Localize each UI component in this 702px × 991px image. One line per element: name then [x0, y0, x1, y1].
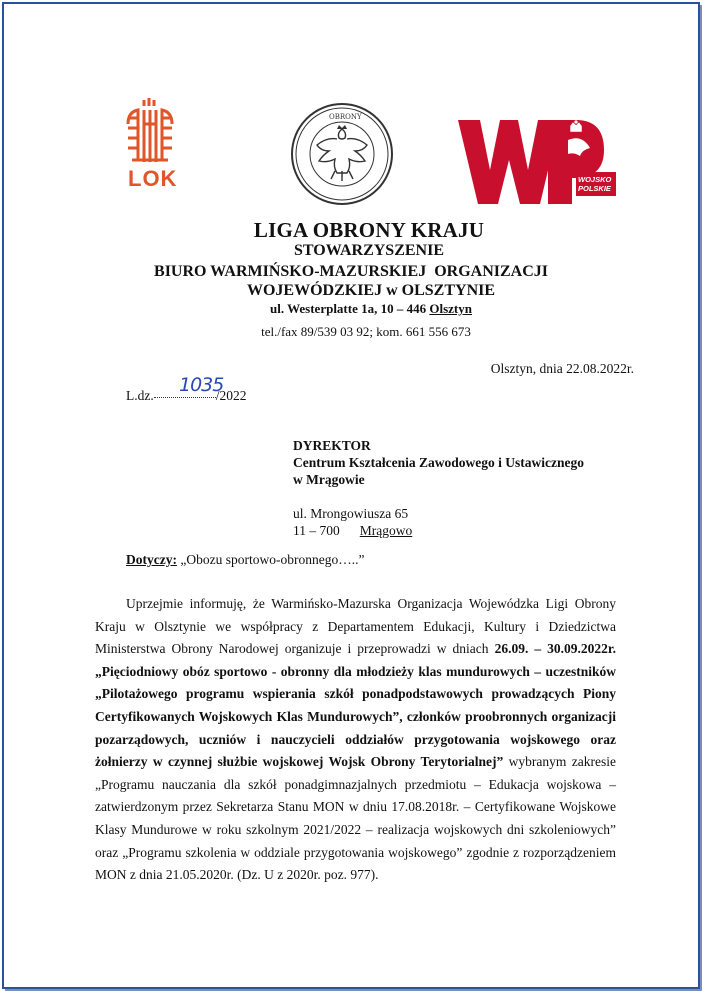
office-line-2: WOJEWÓDZKIEJ w OLSZTYNIE — [246, 282, 496, 299]
letter-body — [95, 593, 616, 887]
lok-logo-text: LOK — [128, 166, 178, 191]
org-address-city: Olsztyn — [429, 301, 472, 316]
reference-number — [126, 374, 247, 404]
org-type: STOWARZYSZENIE — [294, 242, 444, 259]
reference-dots — [154, 397, 216, 398]
recipient-postal: 11 – 700 — [293, 523, 340, 538]
org-address — [4, 301, 698, 317]
reference-prefix: L.dz. — [126, 388, 154, 403]
subject-label: Dotyczy: — [126, 552, 177, 567]
body-intro: Uprzejmie informuję, że Warmińsko-Mazurska Organizacja Wojewódzka Ligi Obrony Kraju w Olsztynie we współpracy z Departamentem Edukacji, Kultury i Dziedzictwa Ministerstwa Obrony Narodowej organizuje i przeprowadzi w dniach — [95, 596, 616, 657]
handwritten-reference-number: 1035 — [179, 374, 224, 396]
subject-text: „Obozu sportowo-obronnego…..” — [176, 552, 365, 567]
document-page — [2, 2, 700, 989]
recipient-title: DYREKTOR — [293, 438, 371, 453]
recipient-city-line — [293, 522, 412, 539]
recipient-line-1: Centrum Kształcenia Zawodowego i Ustawicznego — [293, 455, 584, 470]
body-program-details: wybranym zakresie „Programu nauczania dla szkół ponadgimnazjalnych przedmiotu – Edukacja wojskowa – zatwierdzonym przez Sekretarza Stanu MON w dniu 17.08.2018r. – Certyfikowane Wojskowe Klasy Mundurowe w roku szkolnym 2021/2022 – realizacja wojskowych dni szkoleniowych” oraz „Programu szkolenia w oddziale przygotowania wojskowego” zgodnie z rozporządzeniem MON z dnia 21.05.2020r. (Dz. U z 2020r. poz. 977). — [95, 754, 616, 883]
org-address-street: ul. Westerplatte 1a, 10 – 446 — [270, 301, 430, 316]
wojsko-polskie-text: WOJSKO POLSKIE — [578, 175, 612, 193]
recipient-street: ul. Mrongowiusza 65 — [293, 506, 409, 521]
body-dates: 26.09. – 30.09.2022r. — [494, 641, 616, 657]
body-event-name: „Pięciodniowy obóz sportowo - obronny dla młodzieży klas mundurowych – uczestników „Pilotażowego programu wspierania szkół ponadpodstawowych prowadzących Piony Certyfikowanych Wojskowych Klas Mundurowych”, członków proobronnych organizacji pozarządowych, uczniów i nauczycieli oddziałów przygotowania wojskowego oraz żołnierzy w czynnej służbie wojskowej Wojsk Obrony Terytorialnej” — [95, 663, 616, 770]
recipient-address — [293, 505, 412, 539]
org-phone: tel./fax 89/539 03 92; kom. 661 556 673 — [261, 324, 471, 339]
org-name: LIGA OBRONY KRAJU — [253, 218, 485, 242]
wojsko-polskie-logo — [456, 116, 616, 208]
ministry-seal-emblem — [287, 99, 397, 209]
subject-line — [126, 552, 364, 568]
recipient-block — [293, 437, 584, 488]
recipient-line-2: w Mrągowie — [293, 472, 365, 487]
seal-text: OBRONY — [329, 113, 362, 121]
date-line: Olsztyn, dnia 22.08.2022r. — [490, 361, 634, 376]
lok-logo — [120, 94, 180, 204]
recipient-city: Mrągowo — [359, 523, 413, 538]
reference-suffix: /2022 — [215, 388, 247, 403]
office-line-1: BIURO WARMIŃSKO-MAZURSKIEJ ORGANIZACJI — [154, 263, 548, 280]
